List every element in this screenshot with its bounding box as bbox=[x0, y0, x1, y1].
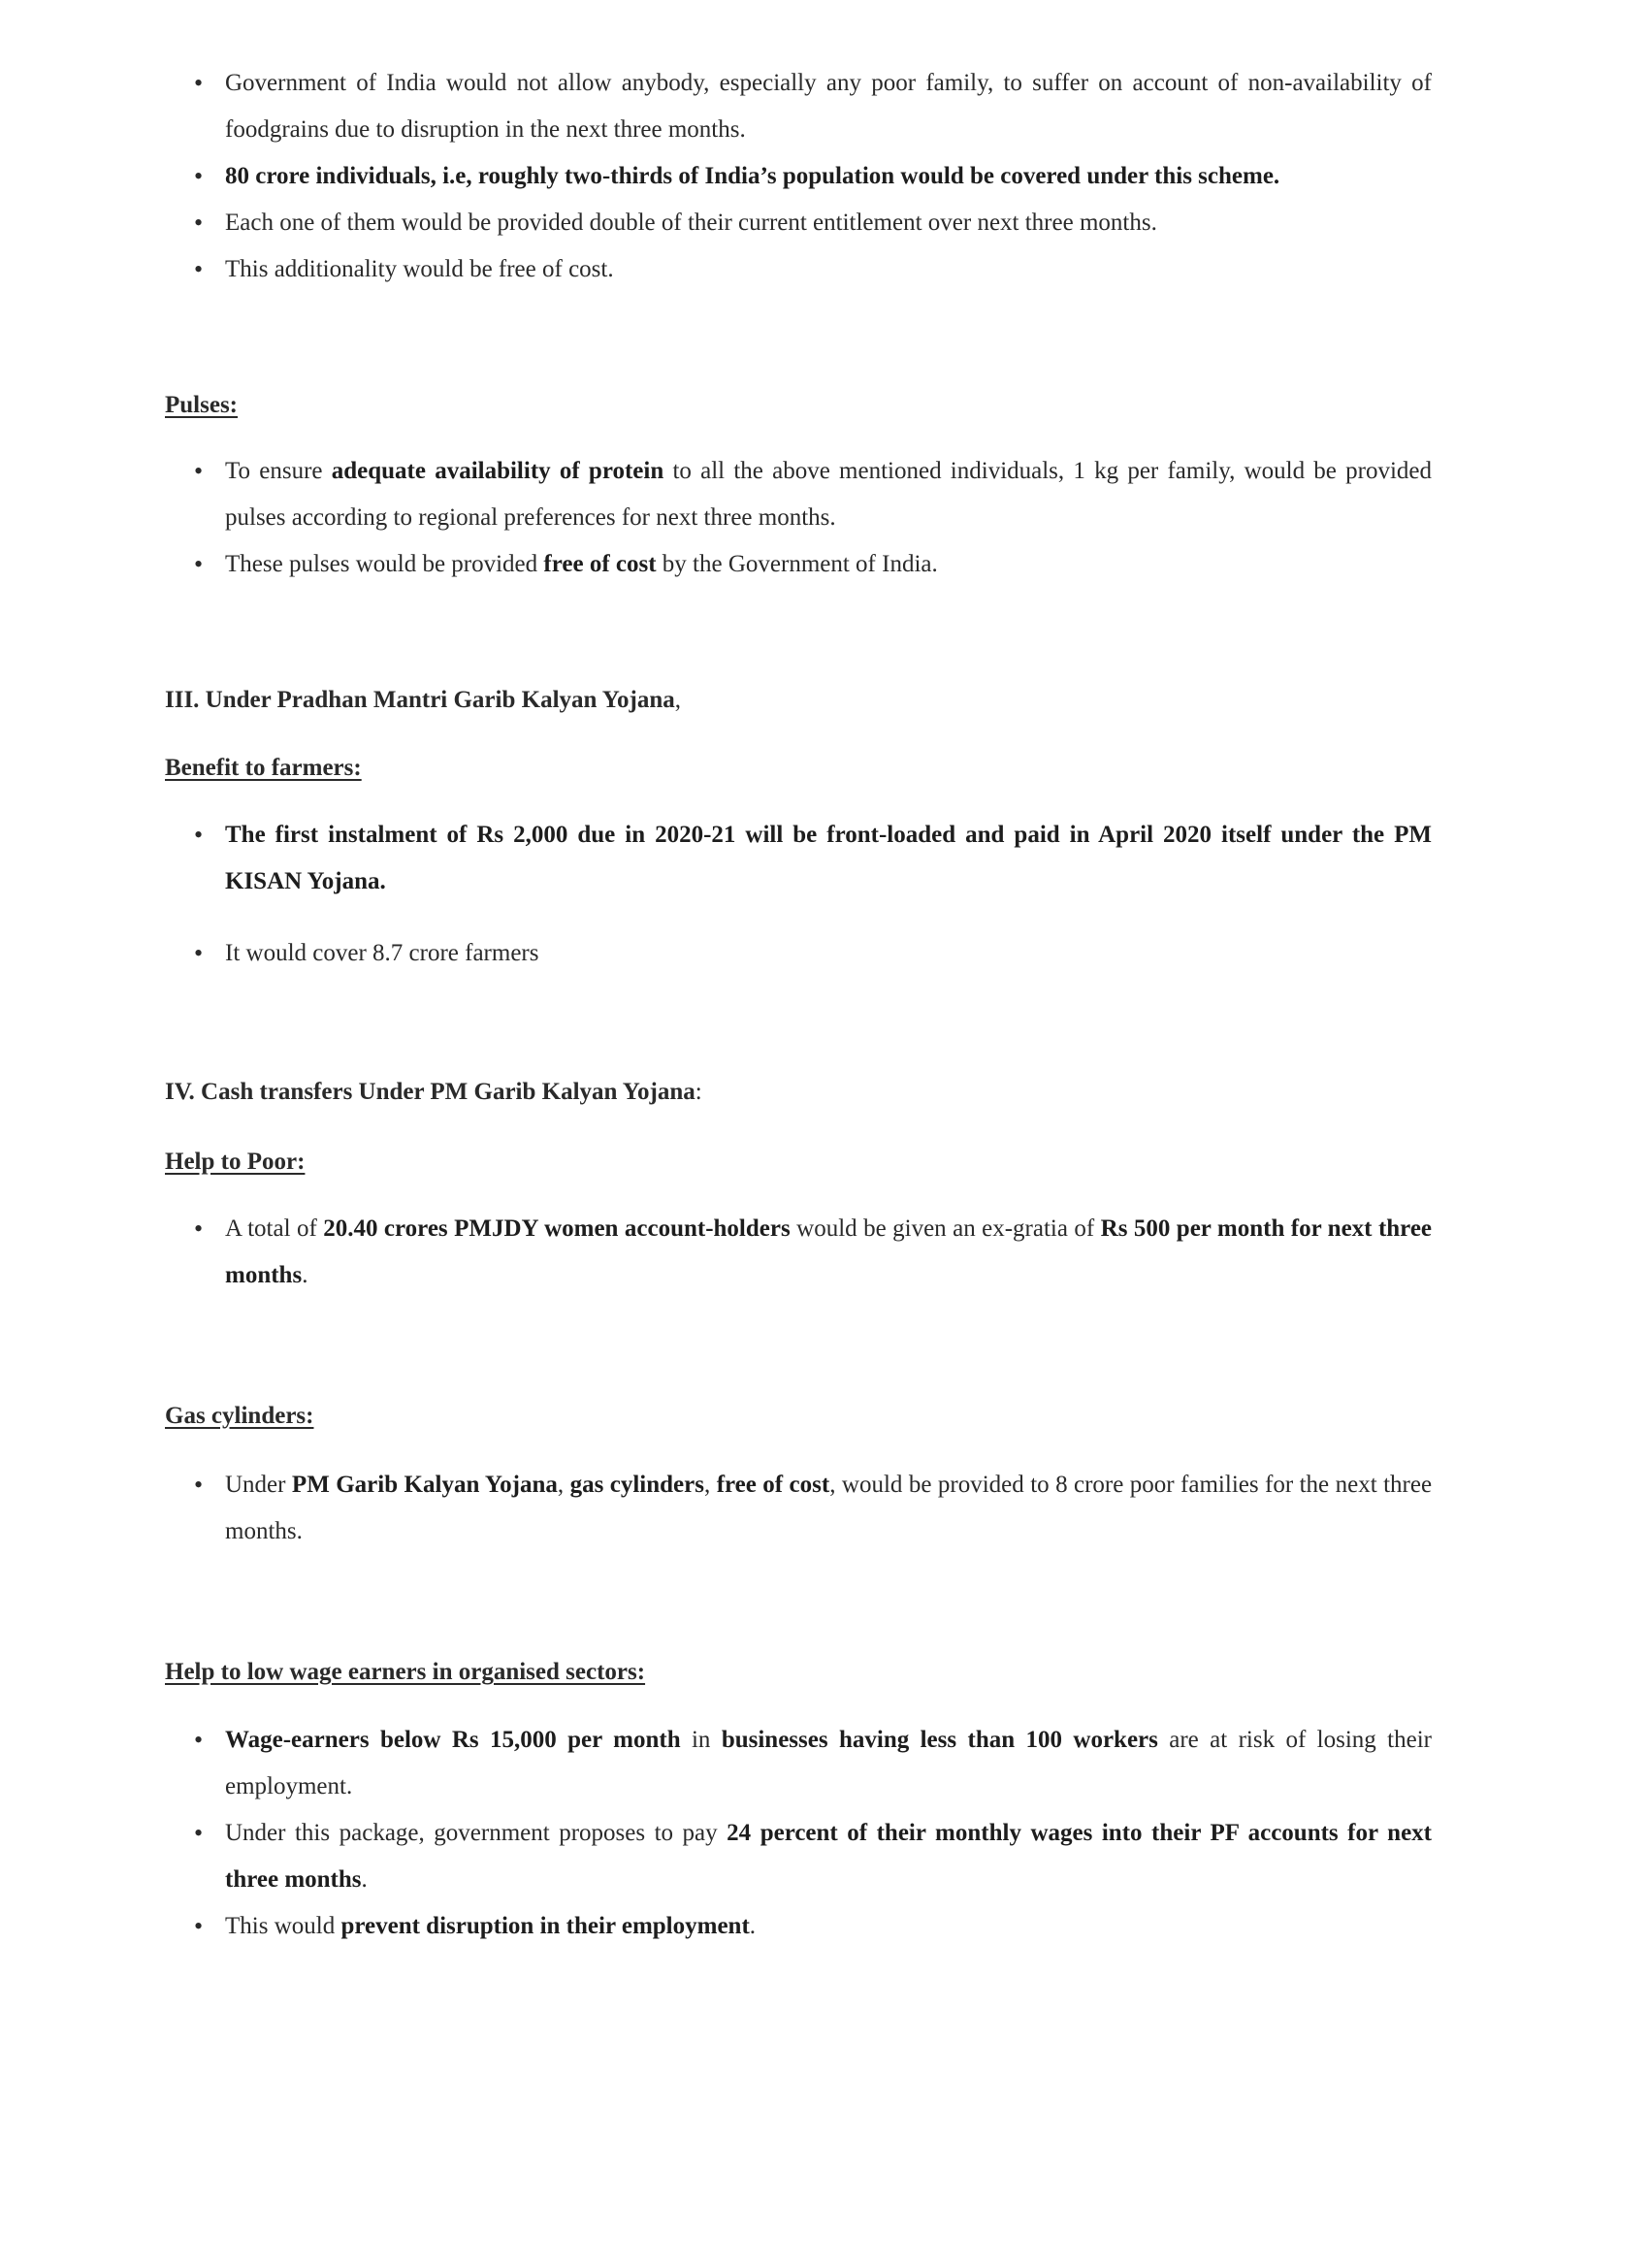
text-run-bold: businesses having less than 100 workers bbox=[721, 1727, 1158, 1753]
help-to-poor-section bbox=[0, 1206, 1649, 1299]
text-run: , bbox=[557, 1472, 570, 1498]
foodgrains-section bbox=[0, 60, 1649, 293]
list-item bbox=[0, 153, 1649, 200]
bullet-list bbox=[0, 1717, 1649, 1950]
farmers-subheading: Benefit to farmers: bbox=[165, 755, 362, 781]
list-item bbox=[0, 930, 1649, 977]
help-to-poor-subheading: Help to Poor: bbox=[165, 1149, 306, 1175]
text-run-bold: PM Garib Kalyan Yojana bbox=[291, 1472, 558, 1498]
gas-cylinders-heading: Gas cylinders: bbox=[165, 1403, 314, 1429]
farmers-section-2 bbox=[0, 930, 1649, 977]
bullet-text: Each one of them would be provided double of their current entitlement over next three months. bbox=[225, 210, 1157, 236]
bullet-list bbox=[0, 448, 1649, 588]
list-item bbox=[0, 200, 1649, 246]
list-item bbox=[0, 1206, 1649, 1299]
section-4-heading bbox=[165, 1075, 702, 1110]
text-run: This would bbox=[225, 1913, 341, 1939]
low-wage-section bbox=[0, 1717, 1649, 1950]
bullet-list bbox=[0, 1206, 1649, 1299]
bullet-text-bold: The first instalment of Rs 2,000 due in 2020-21 will be front-loaded and paid in April 2020 itself under the PM KISAN Yojana. bbox=[225, 822, 1432, 894]
text-run-bold: free of cost bbox=[716, 1472, 830, 1498]
low-wage-heading: Help to low wage earners in organised sectors: bbox=[165, 1659, 646, 1685]
text-run: , bbox=[703, 1472, 717, 1498]
bullet-list bbox=[0, 1462, 1649, 1555]
text-run: These pulses would be provided bbox=[225, 551, 544, 577]
text-run: A total of bbox=[225, 1215, 324, 1242]
text-run: would be given an ex-gratia of bbox=[790, 1215, 1101, 1242]
list-item bbox=[0, 448, 1649, 541]
bullet-text: This additionality would be free of cost. bbox=[225, 256, 614, 282]
text-run-bold: Wage-earners below Rs 15,000 per month bbox=[225, 1727, 681, 1753]
list-item bbox=[0, 246, 1649, 293]
heading-text: III. Under Pradhan Mantri Garib Kalyan Yojana bbox=[165, 687, 675, 713]
pulses-section bbox=[0, 448, 1649, 588]
list-item bbox=[0, 1462, 1649, 1555]
text-run-bold: prevent disruption in their employment bbox=[340, 1913, 750, 1939]
bullet-text-bold: 80 crore individuals, i.e, roughly two-thirds of India’s population would be covered under this scheme. bbox=[225, 163, 1280, 189]
text-run-bold: 20.40 crores PMJDY women account-holders bbox=[323, 1215, 791, 1242]
list-item bbox=[0, 541, 1649, 588]
text-run-bold: gas cylinders bbox=[569, 1472, 704, 1498]
text-run: . bbox=[302, 1262, 308, 1288]
text-run: are at risk of losing their employment. bbox=[225, 1727, 1432, 1799]
bullet-list bbox=[0, 930, 1649, 977]
list-item bbox=[0, 1717, 1649, 1810]
text-run: to all the above mentioned individuals, 1 kg per family, would be provided pulses according to regional preferences for next three months. bbox=[225, 458, 1432, 531]
list-item bbox=[0, 1810, 1649, 1903]
text-run: . bbox=[361, 1866, 368, 1893]
bullet-text: It would cover 8.7 crore farmers bbox=[225, 940, 539, 966]
text-run-bold: adequate availability of protein bbox=[331, 458, 664, 484]
text-run: in bbox=[680, 1727, 722, 1753]
text-run: Under bbox=[225, 1472, 292, 1498]
heading-punct: : bbox=[695, 1079, 702, 1105]
list-item bbox=[0, 812, 1649, 905]
section-3-heading bbox=[165, 683, 681, 718]
gas-cylinders-section bbox=[0, 1462, 1649, 1555]
bullet-list bbox=[0, 812, 1649, 905]
text-run: Under this package, government proposes to pay bbox=[225, 1820, 728, 1846]
bullet-text: Government of India would not allow anybody, especially any poor family, to suffer on account of non-availability of foodgrains due to disruption in the next three months. bbox=[225, 70, 1432, 143]
pulses-heading: Pulses: bbox=[165, 392, 238, 418]
bullet-list bbox=[0, 60, 1649, 293]
text-run-bold: 24 percent of their monthly wages into their PF accounts for next three months bbox=[225, 1820, 1432, 1893]
text-run: . bbox=[749, 1913, 757, 1939]
farmers-section bbox=[0, 812, 1649, 905]
list-item bbox=[0, 1903, 1649, 1950]
list-item bbox=[0, 60, 1649, 153]
text-run-bold: Rs 500 per month for next three months bbox=[225, 1215, 1433, 1288]
text-run-bold: free of cost bbox=[543, 551, 657, 577]
text-run: , would be provided to 8 crore poor families for the next three months. bbox=[225, 1472, 1433, 1544]
heading-punct: , bbox=[674, 687, 682, 713]
text-run: To ensure bbox=[225, 458, 332, 484]
heading-text: IV. Cash transfers Under PM Garib Kalyan Yojana bbox=[165, 1079, 695, 1105]
text-run: by the Government of India. bbox=[656, 551, 938, 577]
